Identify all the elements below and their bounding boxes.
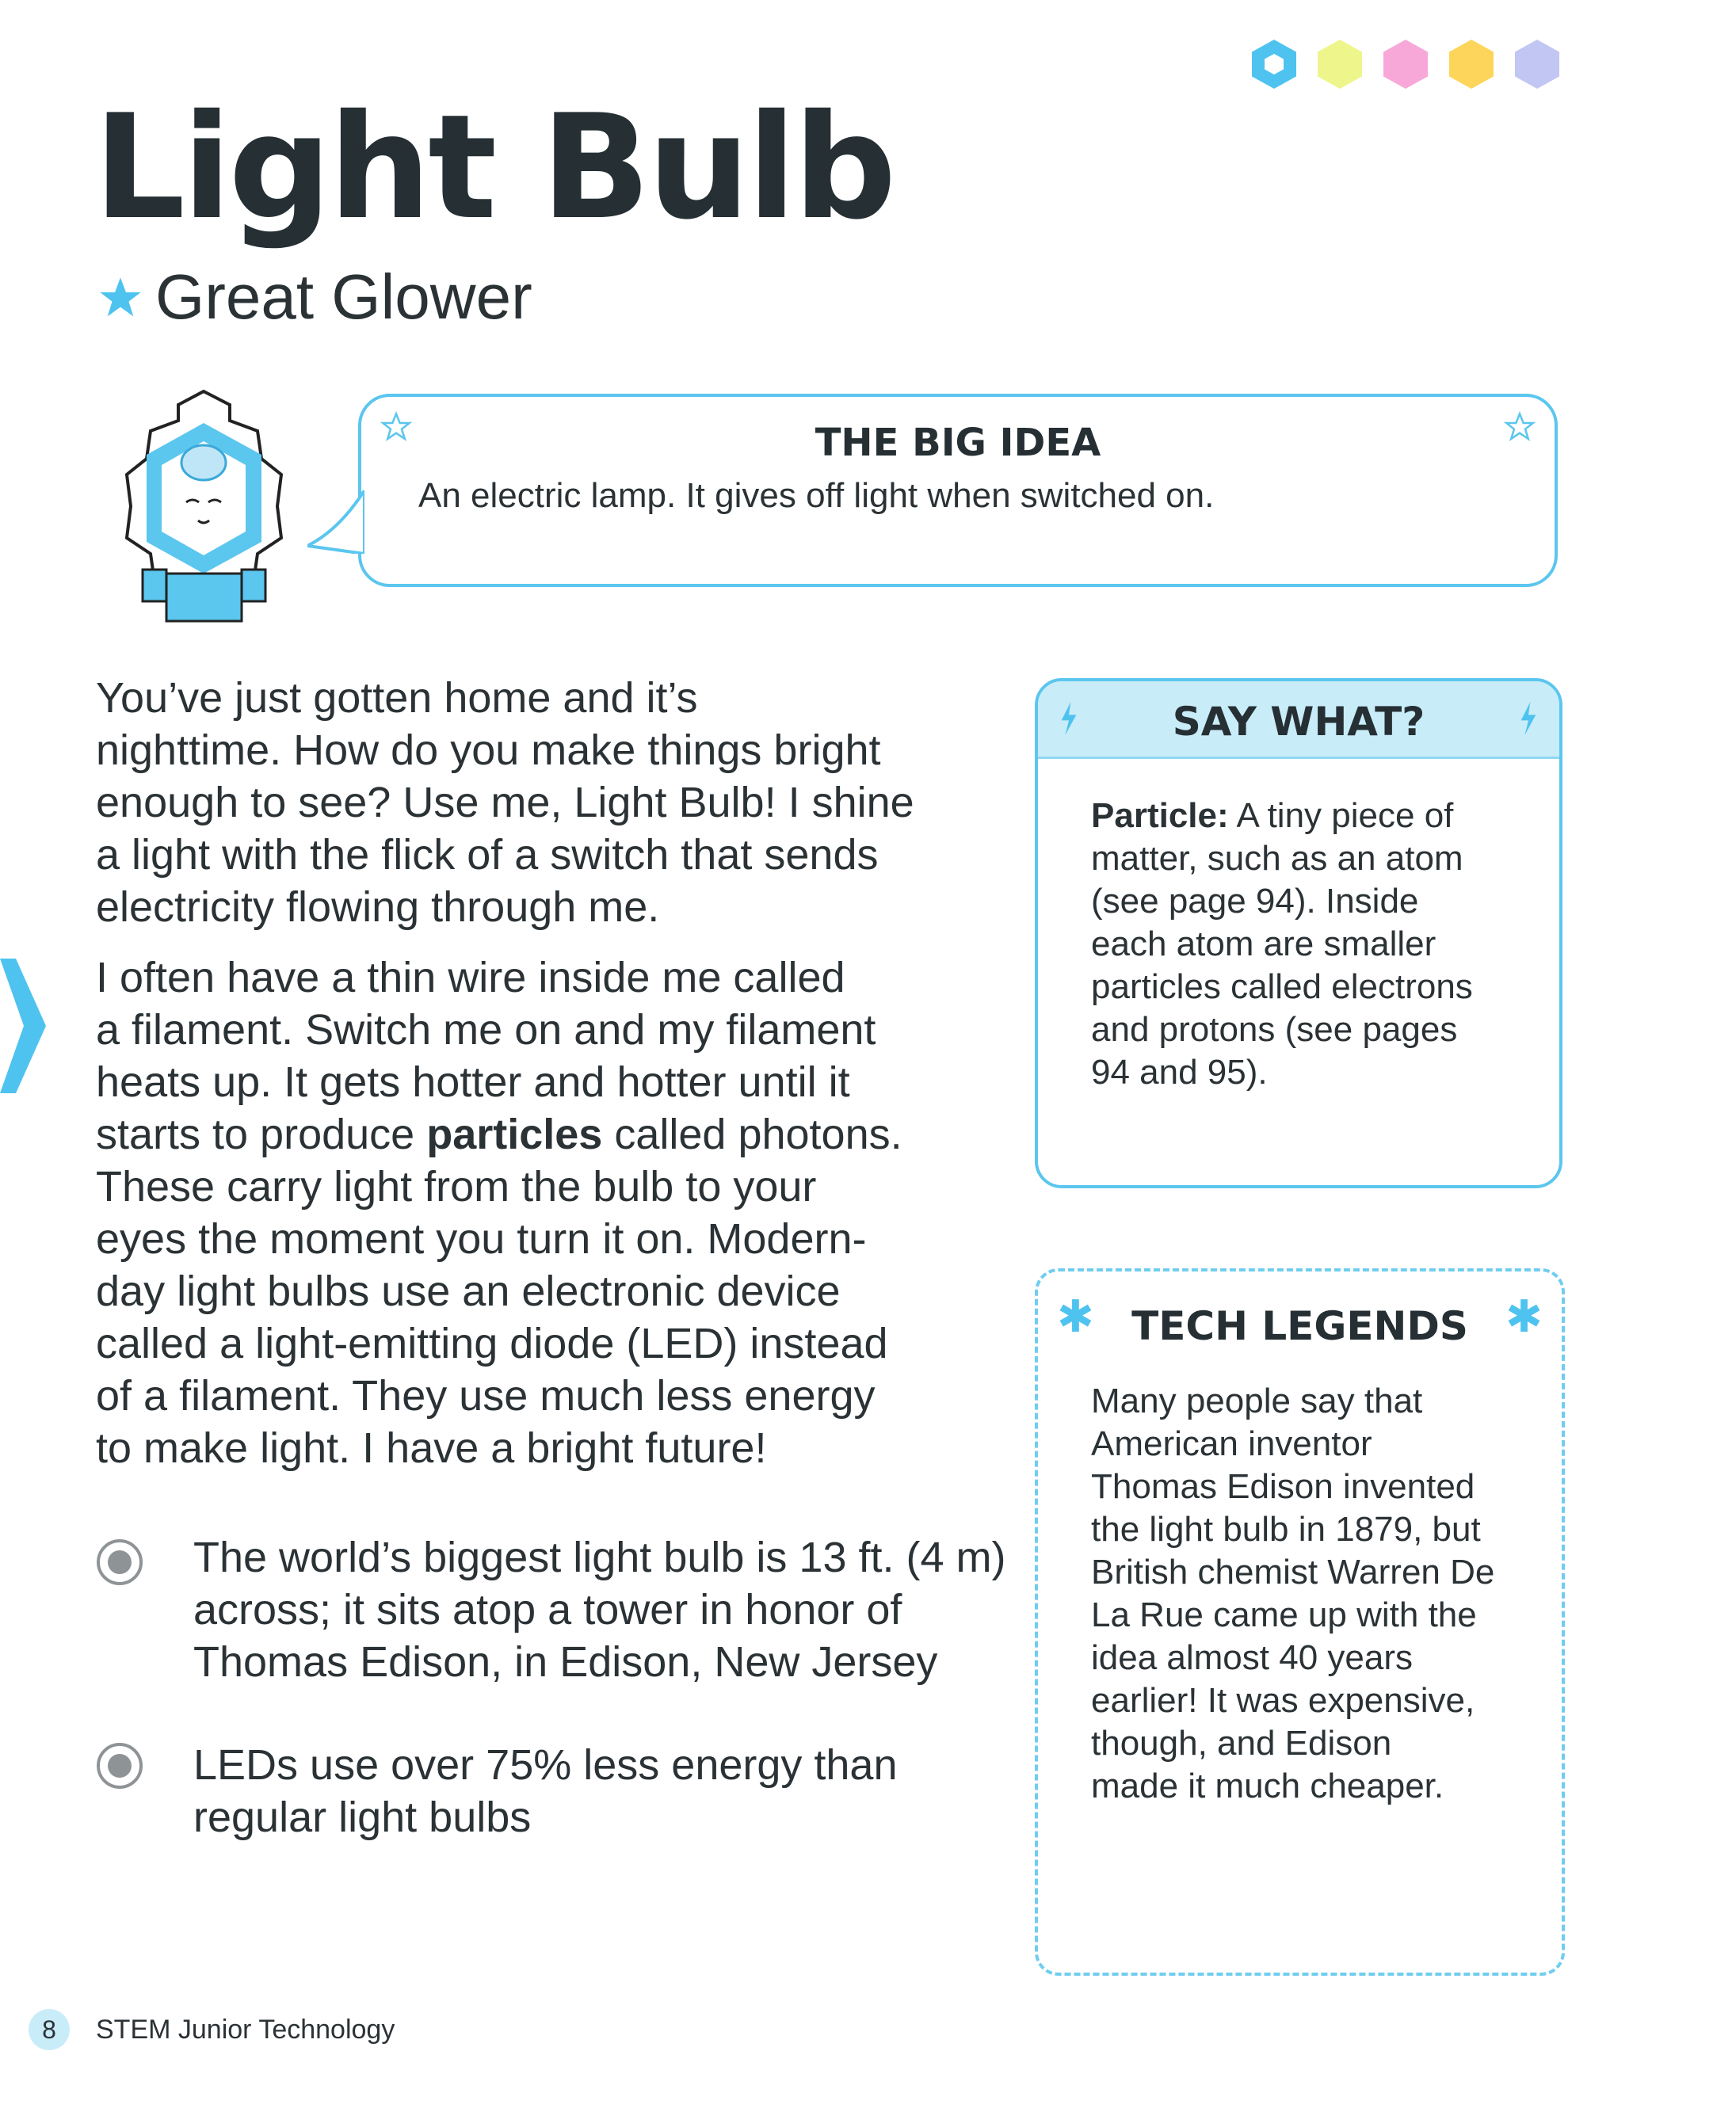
tech-legends-heading: TECH LEGENDS [1131, 1303, 1468, 1349]
tech-legends-box [1035, 1268, 1565, 1976]
fact-item [193, 1739, 1105, 1843]
text-line: La Rue came up with the [1091, 1595, 1477, 1634]
speech-tail [307, 490, 364, 554]
text-line: of a filament. They use much less energy [96, 1372, 876, 1420]
text-line: I often have a thin wire inside me called [96, 954, 845, 1001]
text-line: Thomas Edison, in Edison, New Jersey [193, 1638, 938, 1686]
text-line: each atom are smaller [1091, 924, 1436, 963]
hexagon-blue-outline-icon [1252, 40, 1296, 89]
text-line: to make light. I have a bright future! [96, 1424, 767, 1472]
text-line: electricity flowing through me. [96, 883, 660, 931]
text-line [1091, 795, 1473, 837]
bullet-icon [97, 1743, 143, 1789]
page-subtitle: Great Glower [155, 261, 532, 332]
hexagon-pink-icon [1383, 40, 1428, 89]
text-line: called a light-emitting diode (LED) instead [96, 1320, 888, 1367]
say-what-box [1035, 678, 1562, 1188]
glossary-term: Particle: [1091, 796, 1229, 835]
page-number: 8 [29, 2009, 70, 2050]
page-tab-chevron-icon [0, 959, 48, 1093]
text-line: British chemist Warren De [1091, 1553, 1495, 1592]
big-idea-heading: THE BIG IDEA [815, 421, 1101, 465]
mascot-character-icon [111, 387, 297, 625]
text-line: day light bulbs use an electronic device [96, 1268, 841, 1315]
text-line: 94 and 95). [1091, 1053, 1268, 1092]
book-title: STEM Junior Technology [96, 2015, 395, 2045]
text-line: a filament. Switch me on and my filament [96, 1006, 876, 1054]
text-line: enough to see? Use me, Light Bulb! I shine [96, 779, 914, 826]
hexagon-lavender-icon [1515, 40, 1559, 89]
filament-paragraph [96, 951, 1007, 1474]
text-line: eyes the moment you turn it on. Modern- [96, 1215, 867, 1263]
bullet-icon [97, 1539, 143, 1585]
tech-legends-text [1091, 1380, 1494, 1808]
text-line: The world’s biggest light bulb is 13 ft. (4 m) [193, 1534, 1006, 1581]
text-segment: called photons. [602, 1111, 902, 1158]
text-line: particles called electrons [1091, 967, 1473, 1006]
text-line: nighttime. How do you make things bright [96, 726, 881, 774]
text-line: a light with the flick of a switch that sends [96, 831, 879, 879]
text-line: Thomas Edison invented [1091, 1467, 1475, 1506]
text-line: matter, such as an atom [1091, 839, 1463, 878]
text-line: regular light bulbs [193, 1794, 532, 1841]
intro-paragraph [96, 672, 1007, 933]
star-icon [98, 276, 143, 320]
text-line: though, and Edison [1091, 1724, 1392, 1763]
text-line: You’ve just gotten home and it’s [96, 674, 698, 722]
page-title: Light Bulb [93, 83, 894, 251]
big-idea-box [358, 394, 1558, 587]
text-line: Many people say that [1091, 1382, 1423, 1420]
text-line: and protons (see pages [1091, 1010, 1458, 1049]
text-line: American inventor [1091, 1424, 1372, 1463]
asterisk-icon: ✱ [1057, 1291, 1094, 1343]
text-line: idea almost 40 years [1091, 1638, 1413, 1677]
hexagon-orange-icon [1449, 40, 1494, 89]
text-line: across; it sits atop a tower in honor of [193, 1586, 902, 1634]
text-line: (see page 94). Inside [1091, 882, 1419, 921]
text-line [96, 1108, 1007, 1161]
text-line: LEDs use over 75% less energy than [193, 1741, 898, 1789]
text-line: earlier! It was expensive, [1091, 1681, 1475, 1720]
glossary-term-particles: particles [426, 1111, 603, 1158]
text-segment: A tiny piece of [1228, 796, 1454, 835]
text-line: These carry light from the bulb to your [96, 1163, 817, 1210]
big-idea-text: An electric lamp. It gives off light when switched on. [418, 476, 1215, 515]
say-what-definition [1091, 795, 1473, 1094]
text-line: made it much cheaper. [1091, 1767, 1444, 1805]
fact-item [193, 1531, 1105, 1688]
text-line: heats up. It gets hotter and hotter until it [96, 1058, 850, 1106]
text-segment: starts to produce [96, 1111, 427, 1158]
text-line: the light bulb in 1879, but [1091, 1510, 1481, 1549]
hexagon-yellow-icon [1318, 40, 1362, 89]
asterisk-icon: ✱ [1505, 1291, 1543, 1343]
say-what-heading: SAY WHAT? [1172, 699, 1425, 745]
